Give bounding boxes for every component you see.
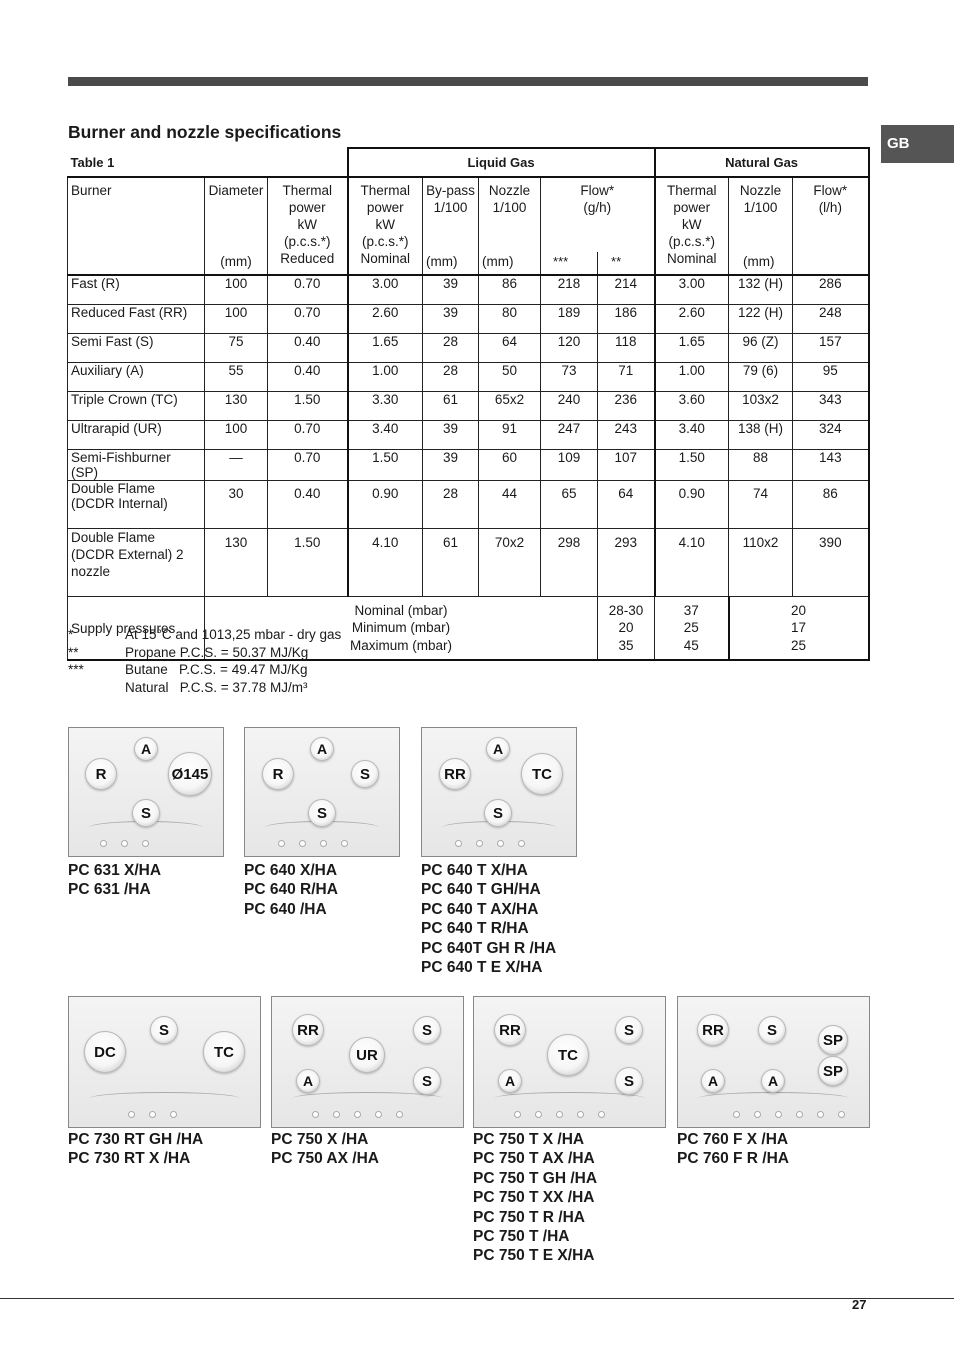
- burner-icon: S: [150, 1016, 178, 1044]
- page-number: 27: [852, 1297, 867, 1312]
- cell-nom: 1.65: [348, 334, 423, 363]
- model-name: PC 760 F R /HA: [677, 1150, 789, 1168]
- cell-nom: 1.00: [348, 363, 423, 392]
- ng-nozzle-header: Nozzle 1/100 (mm): [729, 177, 793, 275]
- cell-ng-nom: 1.65: [655, 334, 729, 363]
- table-row: [68, 421, 869, 450]
- cell-f1: 73: [541, 363, 598, 392]
- page-title: Burner and nozzle specifications: [68, 122, 342, 142]
- cell-dia: 130: [205, 529, 268, 597]
- knob-row: [455, 840, 525, 847]
- cell-line: 1/100: [743, 200, 778, 215]
- cell-bypass: 39: [423, 450, 479, 481]
- knob-icon: [312, 1111, 319, 1118]
- burner-icon: RR: [439, 758, 471, 790]
- cell-nozzle: 80: [479, 305, 541, 334]
- model-name: PC 640 T E X/HA: [421, 959, 543, 977]
- burner-icon: A: [296, 1069, 320, 1093]
- cell-nozzle: 44: [479, 481, 541, 529]
- spec-table: [67, 147, 870, 661]
- cell-f1: 298: [541, 529, 598, 597]
- burner-icon: S: [413, 1016, 441, 1044]
- footnote: [68, 679, 341, 697]
- ng-thermal-header: [655, 177, 729, 275]
- model-name: PC 640 R/HA: [244, 881, 338, 899]
- ng-flow-header: [793, 177, 869, 275]
- top-rule: [68, 77, 868, 86]
- cell-line: (p.c.s.*): [284, 234, 331, 249]
- hob-trim: [494, 1092, 645, 1105]
- knob-icon: [577, 1111, 584, 1118]
- cell-ng-nozzle: 103x2: [729, 392, 793, 421]
- knob-icon: [556, 1111, 563, 1118]
- cell-bypass: 28: [423, 363, 479, 392]
- burner-icon: RR: [494, 1014, 526, 1046]
- cell-red: 0.70: [268, 450, 348, 481]
- knob-icon: [121, 840, 128, 847]
- knob-icon: [128, 1111, 135, 1118]
- cell-line: 20: [618, 620, 634, 636]
- cell-bypass: 39: [423, 421, 479, 450]
- cell-ng-flow: 390: [793, 529, 869, 597]
- knob-icon: [170, 1111, 177, 1118]
- cell-red: 0.70: [268, 305, 348, 334]
- knob-row: [514, 1111, 605, 1118]
- supply-natural: [729, 597, 869, 661]
- cell-line: Thermal: [667, 183, 717, 198]
- burner-icon: R: [85, 758, 117, 790]
- knob-row: [100, 840, 149, 847]
- knob-icon: [278, 840, 285, 847]
- cell-dia: 100: [205, 275, 268, 305]
- burner-icon: S: [351, 760, 379, 788]
- cell-name: Double Flame (DCDR External) 2 nozzle: [68, 529, 205, 597]
- model-name: PC 640 /HA: [244, 900, 327, 918]
- cell-ng-nozzle: 122 (H): [729, 305, 793, 334]
- knob-icon: [598, 1111, 605, 1118]
- cell-line: (p.c.s.*): [362, 234, 409, 249]
- cell-name: Double Flame (DCDR Internal): [68, 481, 205, 529]
- cell-line: (g/h): [583, 200, 612, 215]
- cell-ng-nom: 3.40: [655, 421, 729, 450]
- cell-nom: 3.40: [348, 421, 423, 450]
- cell-ng-flow: 143: [793, 450, 869, 481]
- cell-line: Flow*: [813, 183, 848, 198]
- knob-icon: [514, 1111, 521, 1118]
- cell-line: kW: [297, 217, 318, 232]
- table-row: [68, 529, 869, 597]
- cell-name: Triple Crown (TC): [68, 392, 205, 421]
- burner-icon: S: [615, 1016, 643, 1044]
- supply-butane: [598, 597, 655, 661]
- cell-line: Nozzle: [739, 183, 782, 198]
- cell-f2: 64: [598, 481, 655, 529]
- cell-bypass: 39: [423, 275, 479, 305]
- burner-icon: A: [761, 1069, 785, 1093]
- model-name: PC 750 T /HA: [473, 1228, 570, 1246]
- cell-line: Thermal: [360, 183, 411, 198]
- cell-ng-nom: 4.10: [655, 529, 729, 597]
- model-name: PC 750 T XX /HA: [473, 1189, 595, 1207]
- knob-icon: [817, 1111, 824, 1118]
- cell-nozzle: 64: [479, 334, 541, 363]
- cell-line: power: [366, 200, 404, 215]
- table-row: [68, 334, 869, 363]
- cell-ng-nom: 1.50: [655, 450, 729, 481]
- natural-gas-header: Natural Gas: [655, 148, 869, 177]
- knob-icon: [320, 840, 327, 847]
- knob-icon: [333, 1111, 340, 1118]
- cell-name: Semi Fast (S): [68, 334, 205, 363]
- cell-line: By-pass: [426, 183, 475, 198]
- cell-ng-nozzle: 110x2: [729, 529, 793, 597]
- burner-icon: R: [262, 758, 294, 790]
- cell-ng-flow: 95: [793, 363, 869, 392]
- cell-nozzle: 65x2: [479, 392, 541, 421]
- burner-icon: A: [498, 1069, 522, 1093]
- burner-icon: S: [615, 1067, 643, 1095]
- knob-icon: [100, 840, 107, 847]
- cell-name: Ultrarapid (UR): [68, 421, 205, 450]
- burner-icon: Ø145: [168, 752, 212, 796]
- cell-nom: 2.60: [348, 305, 423, 334]
- model-name: PC 640 T AX/HA: [421, 900, 539, 918]
- cell-ng-nozzle: 74: [729, 481, 793, 529]
- cell-bypass: 28: [423, 481, 479, 529]
- model-name: PC 750 T AX /HA: [473, 1150, 595, 1168]
- cell-f1: 240: [541, 392, 598, 421]
- model-name: PC 640 T X/HA: [421, 862, 528, 879]
- thermal-nominal-header: [348, 177, 423, 275]
- cell-dia: 130: [205, 392, 268, 421]
- knob-icon: [396, 1111, 403, 1118]
- model-name: PC 640 T GH/HA: [421, 881, 541, 899]
- cell-bypass: 28: [423, 334, 479, 363]
- knob-icon: [476, 840, 483, 847]
- cell-ng-nozzle: 88: [729, 450, 793, 481]
- cell-nozzle: 60: [479, 450, 541, 481]
- cell-f2: 236: [598, 392, 655, 421]
- cell-f2: 243: [598, 421, 655, 450]
- burner-icon: A: [486, 737, 510, 761]
- cell-line: 25: [683, 620, 699, 636]
- model-name: PC 750 T E X/HA: [473, 1247, 595, 1265]
- supply-label: Supply pressures: [68, 597, 205, 661]
- footnote: [68, 644, 341, 662]
- cell-f2: 107: [598, 450, 655, 481]
- footnote: [68, 626, 341, 644]
- burner-icon: TC: [203, 1031, 245, 1073]
- cell-ng-nozzle: 138 (H): [729, 421, 793, 450]
- cell-ng-flow: 248: [793, 305, 869, 334]
- table-row: [68, 450, 869, 481]
- model-name: PC 640T GH R /HA: [421, 939, 557, 957]
- cell-ng-flow: 324: [793, 421, 869, 450]
- footnote-text: Butane P.C.S. = 49.47 MJ/Kg: [125, 662, 308, 677]
- table-row: [68, 392, 869, 421]
- burner-icon: A: [701, 1069, 725, 1093]
- burner-icon: RR: [292, 1014, 324, 1046]
- cell-line: (p.c.s.*): [668, 234, 716, 249]
- footnotes: [68, 626, 341, 696]
- cell-line: Nominal: [360, 251, 411, 266]
- cell-line: 35: [618, 637, 634, 653]
- knob-icon: [341, 840, 348, 847]
- burner-icon: S: [758, 1016, 786, 1044]
- knob-icon: [299, 840, 306, 847]
- cell-ng-nom: 0.90: [655, 481, 729, 529]
- cell-bypass: 61: [423, 529, 479, 597]
- cell-name: Semi-Fishburner (SP): [68, 450, 205, 481]
- cell-line: Reduced: [280, 251, 335, 266]
- knob-row: [312, 1111, 403, 1118]
- cell-f2: 186: [598, 305, 655, 334]
- cell-line: 37: [683, 602, 699, 618]
- knob-icon: [796, 1111, 803, 1118]
- cell-dia: 30: [205, 481, 268, 529]
- flow-header: Flow* (g/h) *** **: [541, 177, 655, 275]
- cell-line: Nominal: [667, 251, 717, 266]
- cell-line: 17: [791, 620, 807, 636]
- bypass-header: By-pass 1/100 (mm): [423, 177, 479, 275]
- burner-icon: TC: [521, 753, 563, 795]
- footnote-symbol: *: [68, 627, 74, 642]
- cell-f1: 120: [541, 334, 598, 363]
- knob-icon: [455, 840, 462, 847]
- table-row: [68, 481, 869, 529]
- model-name: PC 750 X /HA: [271, 1131, 369, 1148]
- burner-icon: S: [308, 799, 336, 827]
- cell-red: 0.40: [268, 481, 348, 529]
- burner-icon: S: [132, 799, 160, 827]
- footnote-symbol: ***: [68, 662, 84, 677]
- cell-line: 25: [791, 637, 807, 653]
- model-name: PC 750 T GH /HA: [473, 1169, 598, 1187]
- footnote-text: At 15°C and 1013,25 mbar - dry gas: [125, 627, 342, 642]
- footnote-symbol: [68, 679, 125, 697]
- cell-line: Nozzle: [488, 183, 531, 198]
- burner-icon: RR: [697, 1014, 729, 1046]
- table-caption: Table 1: [70, 154, 115, 170]
- cell-dia: 75: [205, 334, 268, 363]
- cell-line: Minimum (mbar): [351, 620, 451, 636]
- model-list: [68, 861, 161, 900]
- cell-line: 20: [791, 602, 807, 618]
- knob-icon: [775, 1111, 782, 1118]
- cell-f1: 218: [541, 275, 598, 305]
- cell-ng-nozzle: 79 (6): [729, 363, 793, 392]
- cell-line: Nominal (mbar): [354, 602, 448, 618]
- model-name: PC 640 X/HA: [244, 862, 338, 879]
- cell-nozzle: 91: [479, 421, 541, 450]
- liquid-gas-header: Liquid Gas: [348, 148, 655, 177]
- model-list: [421, 861, 556, 977]
- cell-line: kW: [682, 217, 702, 232]
- cell-red: 1.50: [268, 529, 348, 597]
- cell-line: 45: [683, 637, 699, 653]
- footer-rule: [0, 1298, 954, 1299]
- model-name: PC 750 T R /HA: [473, 1208, 585, 1226]
- knob-row: [128, 1111, 177, 1118]
- burner-icon: TC: [547, 1034, 589, 1076]
- cell-red: 0.40: [268, 363, 348, 392]
- knob-icon: [375, 1111, 382, 1118]
- footnote-symbol: **: [68, 644, 79, 660]
- burner-icon: SP: [818, 1056, 848, 1086]
- diameter-header: Diameter (mm): [205, 177, 268, 275]
- cell-ng-flow: 343: [793, 392, 869, 421]
- knob-row: [278, 840, 348, 847]
- cell-ng-nom: 2.60: [655, 305, 729, 334]
- cell-dia: 100: [205, 305, 268, 334]
- cell-line: power: [288, 200, 326, 215]
- cell-line: Flow*: [580, 183, 615, 198]
- model-name: PC 750 AX /HA: [271, 1150, 379, 1168]
- cell-nom: 3.00: [348, 275, 423, 305]
- cell-ng-flow: 157: [793, 334, 869, 363]
- cell-nom: 1.50: [348, 450, 423, 481]
- knob-icon: [149, 1111, 156, 1118]
- model-name: PC 750 T X /HA: [473, 1131, 585, 1148]
- nozzle-header: Nozzle 1/100 (mm): [479, 177, 541, 275]
- cell-dia: —: [205, 450, 268, 481]
- footnote: [68, 661, 341, 679]
- cell-f2: 214: [598, 275, 655, 305]
- model-name: PC 631 /HA: [68, 881, 151, 899]
- cell-nozzle: 70x2: [479, 529, 541, 597]
- supply-propane: [655, 597, 729, 661]
- cell-nozzle: 86: [479, 275, 541, 305]
- cell-nom: 3.30: [348, 392, 423, 421]
- footnote-text: Natural P.C.S. = 37.78 MJ/m³: [125, 679, 308, 695]
- cell-name: Fast (R): [68, 275, 205, 305]
- model-list: [68, 1130, 203, 1169]
- cell-ng-nom: 3.00: [655, 275, 729, 305]
- cell-bypass: 39: [423, 305, 479, 334]
- cell-ng-nozzle: 96 (Z): [729, 334, 793, 363]
- model-name: PC 631 X/HA: [68, 862, 162, 879]
- cell-red: 1.50: [268, 392, 348, 421]
- burner-icon: DC: [84, 1031, 126, 1073]
- cell-ng-nom: 3.60: [655, 392, 729, 421]
- table-row: [68, 305, 869, 334]
- cell-f1: 65: [541, 481, 598, 529]
- language-tab: GB: [881, 125, 954, 163]
- model-name: PC 730 RT X /HA: [68, 1150, 191, 1168]
- knob-icon: [354, 1111, 361, 1118]
- knob-icon: [754, 1111, 761, 1118]
- cell-f2: 293: [598, 529, 655, 597]
- cell-ng-nom: 1.00: [655, 363, 729, 392]
- cell-ng-flow: 286: [793, 275, 869, 305]
- cell-line: (l/h): [818, 200, 842, 215]
- table-row: [68, 363, 869, 392]
- hob-trim: [698, 1092, 849, 1105]
- burner-icon: SP: [818, 1025, 848, 1055]
- cell-line: 1/100: [433, 200, 468, 215]
- cell-dia: 55: [205, 363, 268, 392]
- model-name: PC 640 T R/HA: [421, 920, 529, 938]
- cell-red: 0.70: [268, 275, 348, 305]
- cell-nom: 4.10: [348, 529, 423, 597]
- hob-trim: [292, 1092, 443, 1105]
- knob-icon: [497, 840, 504, 847]
- cell-line: 28-30: [608, 602, 644, 618]
- cell-f2: 118: [598, 334, 655, 363]
- burner-icon: A: [134, 737, 158, 761]
- cell-line: kW: [375, 217, 396, 232]
- knob-icon: [142, 840, 149, 847]
- knob-icon: [518, 840, 525, 847]
- model-list: [244, 861, 338, 919]
- burner-header: Burner: [68, 177, 205, 275]
- burner-icon: UR: [349, 1037, 385, 1073]
- hob-trim: [89, 1092, 240, 1105]
- cell-name: Reduced Fast (RR): [68, 305, 205, 334]
- cell-line: power: [673, 200, 711, 215]
- cell-f2: 71: [598, 363, 655, 392]
- burner-icon: S: [413, 1067, 441, 1095]
- cell-dia: 100: [205, 421, 268, 450]
- knob-icon: [838, 1111, 845, 1118]
- model-list: [473, 1130, 597, 1266]
- model-list: [677, 1130, 789, 1169]
- cell-nom: 0.90: [348, 481, 423, 529]
- cell-f1: 247: [541, 421, 598, 450]
- cell-line: 1/100: [492, 200, 527, 215]
- cell-name: Auxiliary (A): [68, 363, 205, 392]
- footnote-text: Propane P.C.S. = 50.37 MJ/Kg: [125, 644, 309, 660]
- cell-line: Maximum (mbar): [350, 637, 453, 653]
- knob-icon: [535, 1111, 542, 1118]
- burner-icon: A: [310, 737, 334, 761]
- cell-red: 0.40: [268, 334, 348, 363]
- model-name: PC 730 RT GH /HA: [68, 1131, 204, 1148]
- knob-icon: [733, 1111, 740, 1118]
- thermal-reduced-header: [268, 177, 348, 275]
- cell-line: Thermal: [282, 183, 333, 198]
- burner-icon: S: [484, 799, 512, 827]
- cell-red: 0.70: [268, 421, 348, 450]
- table-row: [68, 275, 869, 305]
- cell-ng-flow: 86: [793, 481, 869, 529]
- cell-nozzle: 50: [479, 363, 541, 392]
- model-list: [271, 1130, 379, 1169]
- cell-bypass: 61: [423, 392, 479, 421]
- cell-f1: 109: [541, 450, 598, 481]
- knob-row: [733, 1111, 845, 1118]
- cell-ng-nozzle: 132 (H): [729, 275, 793, 305]
- model-name: PC 760 F X /HA: [677, 1131, 789, 1148]
- cell-f1: 189: [541, 305, 598, 334]
